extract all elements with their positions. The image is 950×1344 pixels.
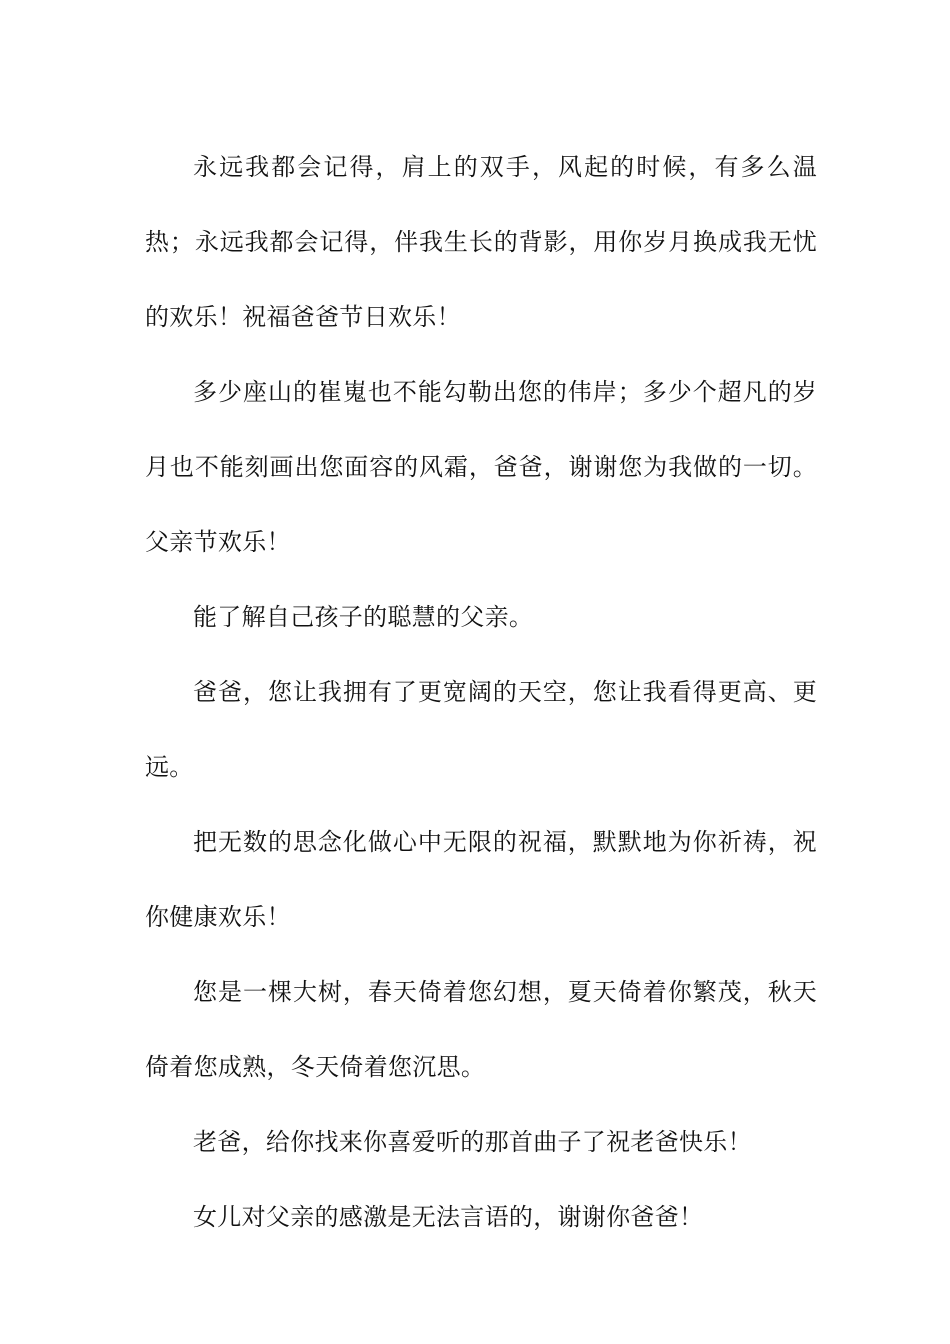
paragraph-7: 老爸，给你找来你喜爱听的那首曲子了祝老爸快乐！ <box>193 1128 752 1156</box>
document-body <box>145 130 817 1255</box>
paragraph-5: 把无数的思念化做心中无限的祝福，默默地为你祈祷，祝你健康欢乐！ <box>145 828 817 931</box>
paragraph-8: 女儿对父亲的感激是无法言语的，谢谢你爸爸！ <box>193 1203 704 1231</box>
paragraph-3: 能了解自己孩子的聪慧的父亲。 <box>193 603 534 631</box>
paragraph-4: 爸爸，您让我拥有了更宽阔的天空，您让我看得更高、更远。 <box>145 678 817 781</box>
paragraph-1: 永远我都会记得，肩上的双手，风起的时候，有多么温热；永远我都会记得，伴我生长的背影，用你岁月换成我无忧的欢乐！祝福爸爸节日欢乐！ <box>145 153 817 331</box>
paragraph-6: 您是一棵大树，春天倚着您幻想，夏天倚着你繁茂，秋天倚着您成熟，冬天倚着您沉思。 <box>145 978 817 1081</box>
paragraph-2: 多少座山的崔嵬也不能勾勒出您的伟岸；多少个超凡的岁月也不能刻画出您面容的风霜，爸爸，谢谢您为我做的一切。父亲节欢乐！ <box>145 378 817 556</box>
